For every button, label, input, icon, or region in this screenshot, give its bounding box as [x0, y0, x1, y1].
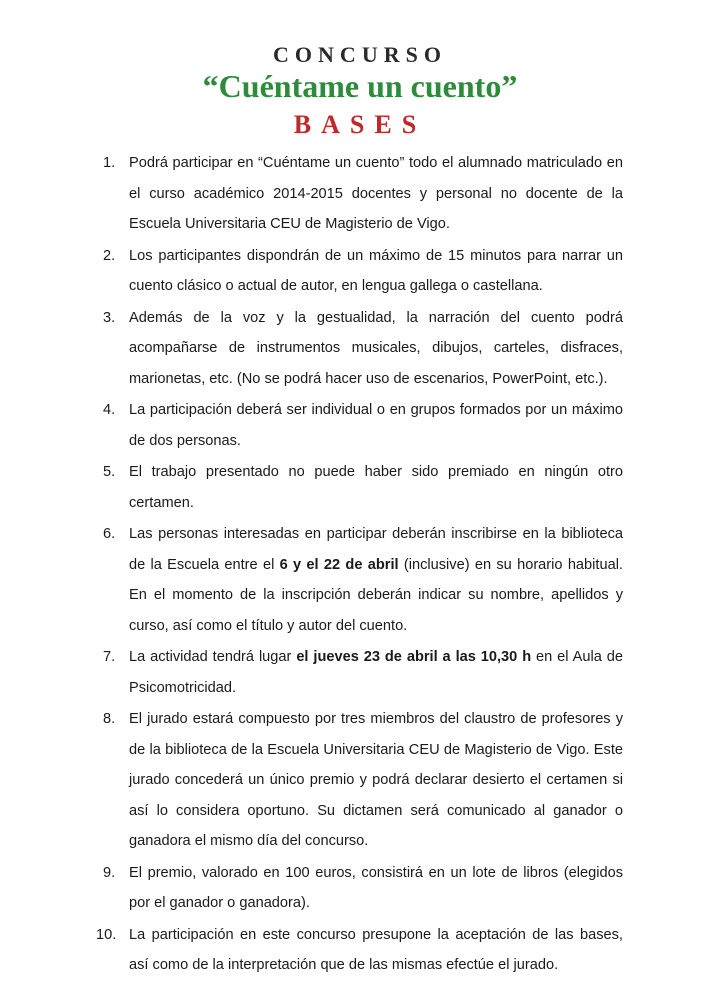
rule-text: El premio, valorado en 100 euros, consistirá en un lote de libros (elegidos por el ganador o ganadora).	[129, 864, 623, 911]
rule-text: Además de la voz y la gestualidad, la narración del cuento podrá acompañarse de instrumentos musicales, dibujos, carteles, disfraces, marionetas, etc. (No se podrá hacer uso de escenarios, PowerPoint, etc.).	[129, 309, 623, 387]
rule-number: 9.	[103, 864, 116, 881]
rule-number: 5.	[103, 464, 116, 480]
rule-text: Podrá participar en “Cuéntame un cuento” todo el alumnado matriculado en el curso académico 2014-2015 docentes y personal no docente de la Escuela Universitaria CEU de Magisterio de Vigo.	[129, 155, 623, 232]
bases-heading: BASES	[293, 110, 427, 139]
rule-event-datetime: el jueves 23 de abril a las 10,30 h	[296, 649, 532, 665]
rule-number: 2.	[103, 247, 116, 264]
rule-item	[0, 519, 623, 641]
rule-item	[0, 642, 623, 703]
rule-number: 10.	[96, 926, 117, 943]
rules-list	[0, 148, 720, 982]
rule-text-part: en el Aula de Psicomotricidad.	[129, 649, 623, 696]
rule-number: 1.	[103, 155, 116, 171]
rule-text: El trabajo presentado no puede haber sido premiado en ningún otro certamen.	[129, 464, 623, 511]
concurso-heading: CONCURSO	[273, 42, 447, 67]
rule-item	[0, 303, 623, 395]
rule-item	[0, 858, 623, 919]
rule-item	[0, 395, 623, 456]
rule-number: 3.	[103, 309, 116, 326]
rule-item	[0, 704, 623, 857]
rule-text: La participación deberá ser individual o en grupos formados por un máximo de dos personas.	[129, 402, 623, 449]
rule-item	[0, 920, 623, 981]
rule-number: 4.	[103, 402, 116, 418]
rule-number: 6.	[103, 526, 116, 542]
rule-text: Los participantes dispondrán de un máximo de 15 minutos para narrar un cuento clásico o actual de autor, en lengua gallega o castellana.	[129, 247, 623, 294]
rule-date-range: 6 y el 22 de abril	[279, 556, 399, 573]
rule-item	[0, 457, 623, 518]
rule-text-part: (inclusive) en su horario habitual. En el momento de la inscripción deberán indicar su nombre, apellidos y curso, así como el título y autor del cuento.	[129, 556, 623, 634]
rule-text: El jurado estará compuesto por tres miembros del claustro de profesores y de la biblioteca de la Escuela Universitaria CEU de Magisterio de Vigo. Este jurado concederá un único premio y podrá declarar desierto el certamen si así lo considera oportuno. Su dictamen será comunicado al ganador o ganadora el mismo día del concurso.	[129, 711, 623, 849]
rule-number: 8.	[103, 711, 116, 727]
rule-number: 7.	[103, 649, 116, 665]
rule-text: La participación en este concurso presupone la aceptación de las bases, así como de la interpretación que de las mismas efectúe el jurado.	[129, 926, 623, 973]
rule-text-part: Las personas interesadas en participar deberán inscribirse en la biblioteca de la Escuela entre el	[129, 526, 623, 573]
rule-text-part: La actividad tendrá lugar	[129, 649, 297, 665]
rule-item	[0, 241, 623, 302]
contest-title: “Cuéntame un cuento”	[202, 68, 518, 104]
rule-item	[0, 148, 623, 240]
